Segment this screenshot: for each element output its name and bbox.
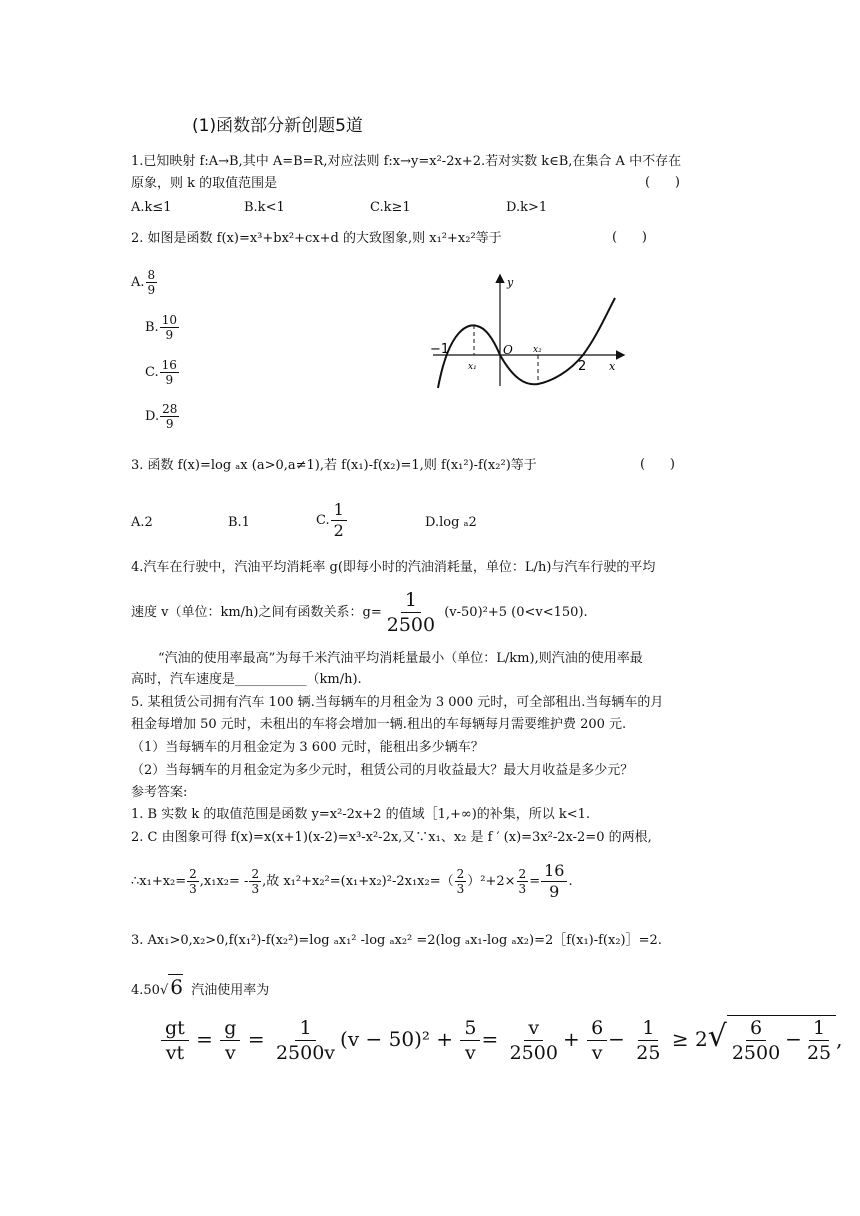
q1-option-c: C.k≥1 <box>370 200 411 215</box>
q1-line1: 1.已知映射 f:A→B,其中 A=B=R,对应法则 f:x→y=x²-2x+2.若对实数 k∈B,在集合 A 中不存在 <box>131 154 682 169</box>
q2-option-c: C. $\frac{16}{9}$ <box>145 358 177 387</box>
q1-line2: 原象，则 k 的取值范围是 <box>131 176 278 191</box>
q5-line1: 5. 某租赁公司拥有汽车 100 辆.当每辆车的月租金为 3 000 元时，可全部租出.当每辆车的月 <box>131 695 664 710</box>
q1-option-a: A.k≤1 <box>131 200 172 215</box>
q4-line1: 4.汽车在行驶中，汽油平均消耗率 g(即每小时的汽油消耗量，单位：L/h)与汽车行驶的平均 <box>131 560 656 575</box>
q3-option-c: C. $\frac{1}{2}$ <box>316 500 348 541</box>
sqrt-six: 6 <box>170 975 183 999</box>
q5-line4: （2）当每辆车的月租金定为多少元时，租赁公司的月收益最大？最大月收益是多少元？ <box>131 763 634 778</box>
q1-answer-bracket: ( ) <box>645 175 680 190</box>
q2-option-d: D. $\frac{28}{9}$ <box>145 402 178 431</box>
q3-option-a: A.2 <box>131 515 153 530</box>
q2-option-b: B. $\frac{10}{9}$ <box>145 313 177 342</box>
q4-line4: 高时，汽车速度是___________（km/h). <box>131 672 362 687</box>
answer-2-derivation: ∴x₁+x₂= $\frac{2}{3}$ ,x₁x₂= - $\frac{2}{3}$ ,故 x₁²+x₂²=(x₁+x₂)²-2x₁x₂=（ $\frac{2}{3}$ ）²+2× $\frac{2}{3}$ = $\frac{16}{9}$ . <box>131 861 573 901</box>
minus-one-label: −1 <box>430 342 450 357</box>
q3-answer-bracket: ( ) <box>640 457 675 472</box>
x2-label: x₂ <box>533 345 542 355</box>
q3-option-d: D.log ₐ2 <box>425 515 477 530</box>
x-axis-label: x <box>609 360 616 373</box>
answer-3: 3. Ax₁>0,x₂>0,f(x₁²)-f(x₂²)=log ₐx₁² -log ₐx₂² =2(log ₐx₁-log ₐx₂)=2［f(x₁)-f(x₂)］=2. <box>131 933 662 948</box>
two-label: 2 <box>578 359 587 374</box>
x1-label: x₁ <box>468 362 477 372</box>
cubic-curve <box>438 298 615 388</box>
y-axis-label: y <box>507 276 514 289</box>
q2-answer-bracket: ( ) <box>612 230 647 245</box>
q5-line2: 租金每增加 50 元时，未租出的车将会增加一辆.租出的车每辆每月需要维护费 200 元. <box>131 717 627 732</box>
q4-line2: 速度 v（单位：km/h)之间有函数关系：g= $\frac{1}{2500}$ (v-50)²+5 (0<v<150). <box>131 589 588 636</box>
q2-stem: 2. 如图是函数 f(x)=x³+bx²+cx+d 的大致图象,则 x₁²+x₂²等于 <box>131 231 502 246</box>
origin-label: O <box>503 343 513 357</box>
q1-option-d: D.k>1 <box>506 200 548 215</box>
answers-heading: 参考答案: <box>131 785 188 800</box>
answer-1: 1. B 实数 k 的取值范围是函数 y=x²-2x+2 的值域［1,+∞)的补集，所以 k<1. <box>131 807 591 822</box>
page-title: (1)函数部分新创题5道 <box>192 116 363 136</box>
answer-2: 2. C 由图象可得 f(x)=x(x+1)(x-2)=x³-x²-2x,又∵x₁、x₂ 是 f ′ (x)=3x²-2x-2=0 的两根, <box>131 830 652 845</box>
q3-option-b: B.1 <box>228 515 250 530</box>
answer-4: 4.50√ 6 汽油使用率为 <box>131 975 270 999</box>
q2-function-graph <box>425 268 630 393</box>
q5-line3: （1）当每辆车的月租金定为 3 600 元时，能租出多少辆车？ <box>131 740 484 755</box>
fuel-rate-formula: $\frac{gt}{vt}$ = $\frac{g}{v}$ = $\frac{1}{2500v}$ (v − 50)² + $\frac{5}{v}$ = $\frac{v}{2500}$ + $\frac{6}{v}$ − $\frac{1}{25}$ ≥ 2√ $\frac{6}{2500}$ − $\frac{1}{25}$ , <box>160 1015 842 1065</box>
q4-line3: “汽油的使用率最高”为每千米汽油平均消耗量最小（单位：L/km),则汽油的使用率最 <box>158 651 643 666</box>
q3-stem: 3. 函数 f(x)=log ₐx (a>0,a≠1),若 f(x₁)-f(x₂)=1,则 f(x₁²)-f(x₂²)等于 <box>131 458 537 473</box>
q2-option-a: A. $\frac{8}{9}$ <box>131 268 156 297</box>
q1-option-b: B.k<1 <box>244 200 285 215</box>
